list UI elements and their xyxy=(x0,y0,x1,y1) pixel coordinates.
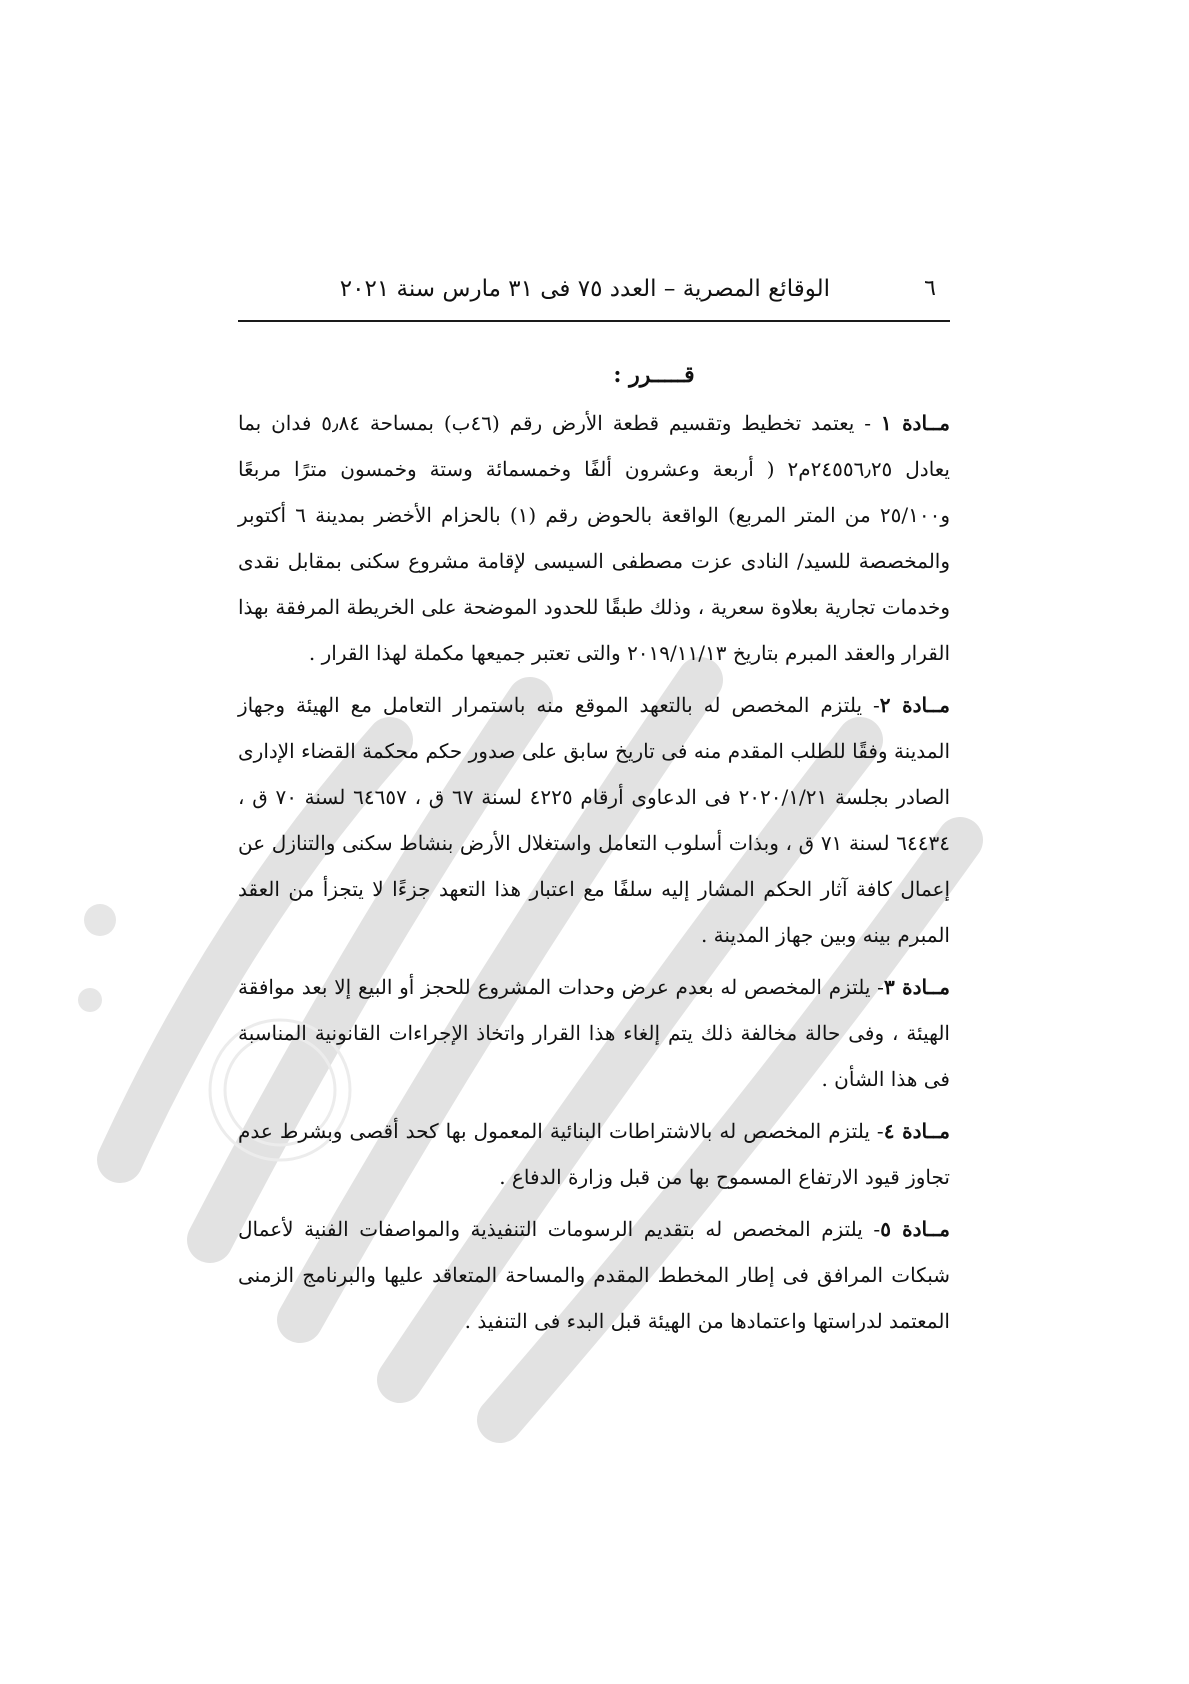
article-text: - يعتمد تخطيط وتقسيم قطعة الأرض رقم (٤٦ب) بمساحة ٥٫٨٤ فدان بما يعادل ٢٤٥٥٦٫٢٥م٢ ( أربعة وعشرون ألفًا وخمسمائة وستة وخمسون مترًا مربعًا و٢٥/١٠٠ من المتر المربع) الواقعة بالحوض رقم (١) بالحزام الأخضر بمدينة ٦ أكتوبر والمخصصة للسيد/ النادى عزت مصطفى السيسى لإقامة مشروع سكنى بمقابل نقدى وخدمات تجارية بعلاوة سعرية ، وذلك طبقًا للحدود الموضحة على الخريطة المرفقة بهذا القرار والعقد المبرم بتاريخ ٢٠١٩/١١/١٣ والتى تعتبر جميعها مكملة لهذا القرار . xyxy=(238,411,951,665)
article-5 xyxy=(238,1206,950,1344)
decision-body xyxy=(238,352,950,1350)
header-rule xyxy=(238,320,950,322)
article-1 xyxy=(238,400,950,676)
article-label: مــادة ١ xyxy=(880,411,950,435)
article-label: مــادة ٣ xyxy=(883,975,950,999)
article-label: مــادة ٢ xyxy=(879,693,950,717)
article-text: - يلتزم المخصص له بعدم عرض وحدات المشروع للحجز أو البيع إلا بعد موافقة الهيئة ، وفى حالة مخالفة ذلك يتم إلغاء هذا القرار واتخاذ الإجراءات القانونية المناسبة فى هذا الشأن . xyxy=(238,975,950,1091)
article-label: مــادة ٤ xyxy=(883,1119,951,1143)
page-number: ٦ xyxy=(924,276,936,301)
page-header xyxy=(238,270,950,322)
article-text: - يلتزم المخصص له بالاشتراطات البنائية المعمول بها كحد أقصى وبشرط عدم تجاوز قيود الارتفاع المسموح بها من قبل وزارة الدفاع . xyxy=(238,1119,950,1189)
article-3 xyxy=(238,964,950,1102)
running-title: الوقائع المصرية – العدد ٧٥ فى ٣١ مارس سنة ٢٠٢١ xyxy=(339,276,830,302)
article-label: مــادة ٥ xyxy=(880,1217,951,1241)
article-2 xyxy=(238,682,950,958)
article-4 xyxy=(238,1108,950,1200)
decision-title: قـــــرر : xyxy=(613,362,695,388)
article-text: - يلتزم المخصص له بالتعهد الموقع منه باستمرار التعامل مع الهيئة وجهاز المدينة وفقًا للطلب المقدم منه فى تاريخ سابق على صدور حكم محكمة القضاء الإدارى الصادر بجلسة ٢٠٢٠/١/٢١ فى الدعاوى أرقام ٤٢٢٥ لسنة ٦٧ ق ، ٦٤٦٥٧ لسنة ٧٠ ق ، ٦٤٤٣٤ لسنة ٧١ ق ، وبذات أسلوب التعامل واستغلال الأرض بنشاط سكنى والتنازل عن إعمال كافة آثار الحكم المشار إليه سلفًا مع اعتبار هذا التعهد جزءًا لا يتجزأ من العقد المبرم بينه وبين جهاز المدينة . xyxy=(238,693,951,947)
article-text: - يلتزم المخصص له بتقديم الرسومات التنفيذية والمواصفات الفنية لأعمال شبكات المرافق فى إطار المخطط المقدم والمساحة المتعاقد عليها والبرنامج الزمنى المعتمد لدراستها واعتمادها من الهيئة قبل البدء فى التنفيذ . xyxy=(238,1217,950,1333)
